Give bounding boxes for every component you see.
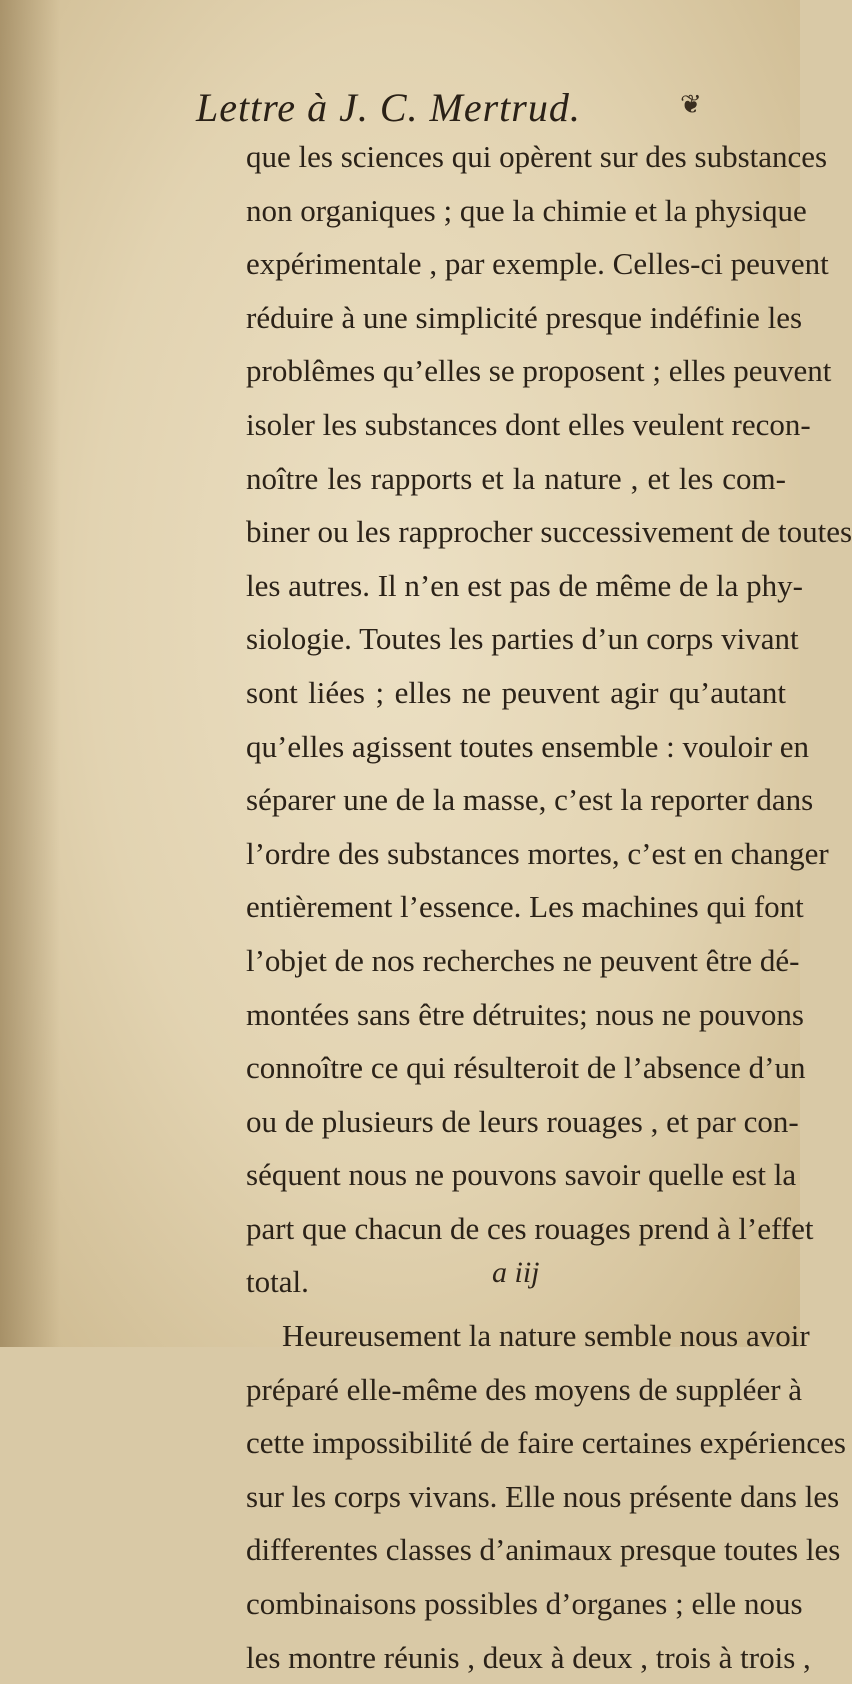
- text-line: expérimentale , par exemple. Celles-ci peuvent: [246, 246, 829, 282]
- text-line: les autres. Il n’en est pas de même de la phy-: [246, 567, 803, 603]
- text-line: les montre réunis , deux à deux , trois à trois ,: [246, 1639, 811, 1675]
- text-line: part que chacun de ces rouages prend à l’effet: [246, 1210, 814, 1246]
- text-line: sur les corps vivans. Elle nous présente dans les: [246, 1478, 840, 1514]
- text-line: siologie. Toutes les parties d’un corps vivant: [246, 621, 799, 657]
- text-line: isoler les substances dont elles veulent recon-: [246, 406, 811, 442]
- text-line: cette impossibilité de faire certaines expériences: [246, 1425, 846, 1461]
- text-line: que les sciences qui opèrent sur des substances: [246, 139, 828, 174]
- text-line: differentes classes d’animaux presque toutes les: [246, 1532, 841, 1568]
- text-line: l’ordre des substances mortes, c’est en changer: [246, 835, 829, 871]
- text-line: séparer une de la masse, c’est la reporter dans: [246, 782, 814, 818]
- text-line: ou de plusieurs de leurs rouages , et par con-: [246, 1103, 799, 1139]
- body-text: [246, 130, 852, 1684]
- text-line: noître les rapports et la nature , et les com-: [246, 460, 786, 496]
- text-line: préparé elle-même des moyens de suppléer à: [246, 1371, 803, 1407]
- text-line: non organiques ; que la chimie et la physique: [246, 192, 807, 228]
- text-line: biner ou les rapprocher successivement de toutes: [246, 514, 852, 550]
- signature-mark: a iij: [492, 1256, 540, 1289]
- text-line: total.: [246, 1264, 309, 1300]
- running-title: Lettre à J. C. Mertrud.: [196, 85, 581, 130]
- page-gutter-shadow: [0, 0, 60, 1347]
- text-line: montées sans être détruites; nous ne pouvons: [246, 996, 804, 1032]
- text-line: séquent nous ne pouvons savoir quelle est la: [246, 1157, 797, 1193]
- text-line: Heureusement la nature semble nous avoir: [282, 1318, 810, 1354]
- text-line: réduire à une simplicité presque indéfinie les: [246, 299, 803, 335]
- text-line: entièrement l’essence. Les machines qui font: [246, 889, 804, 925]
- text-line: problêmes qu’elles se proposent ; elles peuvent: [246, 353, 832, 389]
- text-line: sont liées ; elles ne peuvent agir qu’autant: [246, 674, 786, 710]
- text-line: combinaisons possibles d’organes ; elle nous: [246, 1586, 803, 1622]
- ornament-icon: ❦: [680, 90, 702, 120]
- text-line: l’objet de nos recherches ne peuvent être dé-: [246, 942, 800, 978]
- text-line: connoître ce qui résulteroit de l’absence d’un: [246, 1050, 806, 1086]
- text-line: qu’elles agissent toutes ensemble : vouloir en: [246, 728, 810, 764]
